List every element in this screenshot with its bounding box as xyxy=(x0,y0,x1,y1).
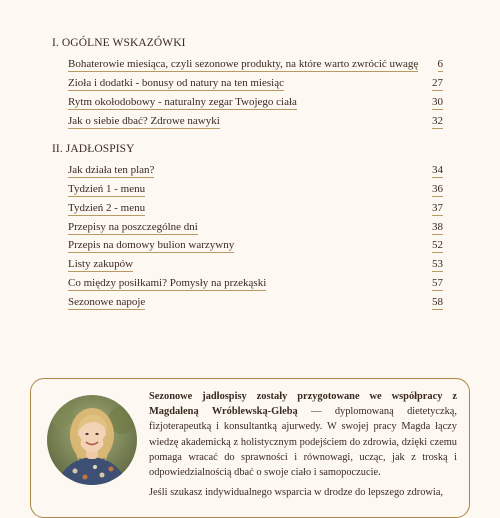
toc-entry-label: Tydzień 1 - menu xyxy=(68,183,146,195)
toc-entry-herbs[interactable] xyxy=(68,77,443,93)
bio-intro-rest: — dyplomowaną dietetyczką, fizjoterapeutką i konsultantką ajurwedy. W swojej pracy Magda łączy wiedzę akademicką z holistycznym podejściem do zdrowia, dzięki czemu pomaga wracać do sprawności i równowagi, ucząc, jak z troską i odpowiedzialnością dbać o swoje ciało i samopoczucie. xyxy=(149,406,457,479)
toc-entry-label: Listy zakupów xyxy=(68,258,134,270)
author-bio-card xyxy=(30,378,470,518)
toc-entry-label: Tydzień 2 - menu xyxy=(68,202,146,214)
toc-entry-page: 38 xyxy=(432,221,443,233)
toc-entry-label: Jak o siebie dbać? Zdrowe nawyki xyxy=(68,115,220,127)
toc-entry-week-2-menu[interactable] xyxy=(68,202,443,218)
toc-entry-page: 36 xyxy=(432,183,443,195)
toc-entry-page: 53 xyxy=(432,258,443,270)
toc-entry-seasonal-drinks[interactable] xyxy=(68,296,443,312)
bio-paragraph xyxy=(149,389,457,480)
author-portrait xyxy=(47,395,137,485)
toc-entry-daily-recipes[interactable] xyxy=(68,221,443,237)
toc-entry-how-plan-works[interactable] xyxy=(68,164,443,180)
section-title-meal-plans: II. JADŁOSPISY xyxy=(52,143,135,155)
section-title-general-tips: I. OGÓLNE WSKAZÓWKI xyxy=(52,37,186,49)
toc-entry-page: 52 xyxy=(432,239,443,251)
toc-entry-label: Co między posiłkami? Pomysły na przekąski xyxy=(68,277,267,289)
author-bio-text xyxy=(149,389,457,505)
toc-entry-vegetable-broth[interactable] xyxy=(68,239,443,255)
toc-entry-healthy-habits[interactable] xyxy=(68,115,443,131)
toc-entry-label: Jak działa ten plan? xyxy=(68,164,155,176)
toc-entry-page: 57 xyxy=(432,277,443,289)
toc-entry-page: 37 xyxy=(432,202,443,214)
toc-entry-page: 32 xyxy=(432,115,443,127)
author-portrait-illustration xyxy=(47,395,137,485)
toc-entry-label: Bohaterowie miesiąca, czyli sezonowe produkty, na które warto zwrócić uwagę xyxy=(68,58,419,70)
toc-entry-label: Sezonowe napoje xyxy=(68,296,146,308)
toc-entry-label: Przepis na domowy bulion warzywny xyxy=(68,239,235,251)
toc-entry-snacks[interactable] xyxy=(68,277,443,293)
toc-entry-label: Zioła i dodatki - bonusy od natury na ten miesiąc xyxy=(68,77,284,89)
toc-entry-page: 34 xyxy=(432,164,443,176)
toc-entry-week-1-menu[interactable] xyxy=(68,183,443,199)
toc-entry-page: 6 xyxy=(437,58,443,70)
bio-intro-bold: Sezonowe jadłospisy zostały przygotowane we współpracy z Magdaleną Wróblewską-Glebą xyxy=(149,391,457,418)
toc-entry-shopping-lists[interactable] xyxy=(68,258,443,274)
toc-entry-page: 30 xyxy=(432,96,443,108)
toc-entry-page: 27 xyxy=(432,77,443,89)
toc-entry-label: Rytm okołodobowy - naturalny zegar Twojego ciała xyxy=(68,96,297,108)
toc-entry-page: 58 xyxy=(432,296,443,308)
toc-entry-seasonal-heroes[interactable] xyxy=(68,58,443,74)
toc-entry-label: Przepisy na poszczególne dni xyxy=(68,221,198,233)
toc-entry-circadian-rhythm[interactable] xyxy=(68,96,443,112)
bio-paragraph-second: Jeśli szukasz indywidualnego wsparcia w drodze do lepszego zdrowia, xyxy=(149,487,444,499)
